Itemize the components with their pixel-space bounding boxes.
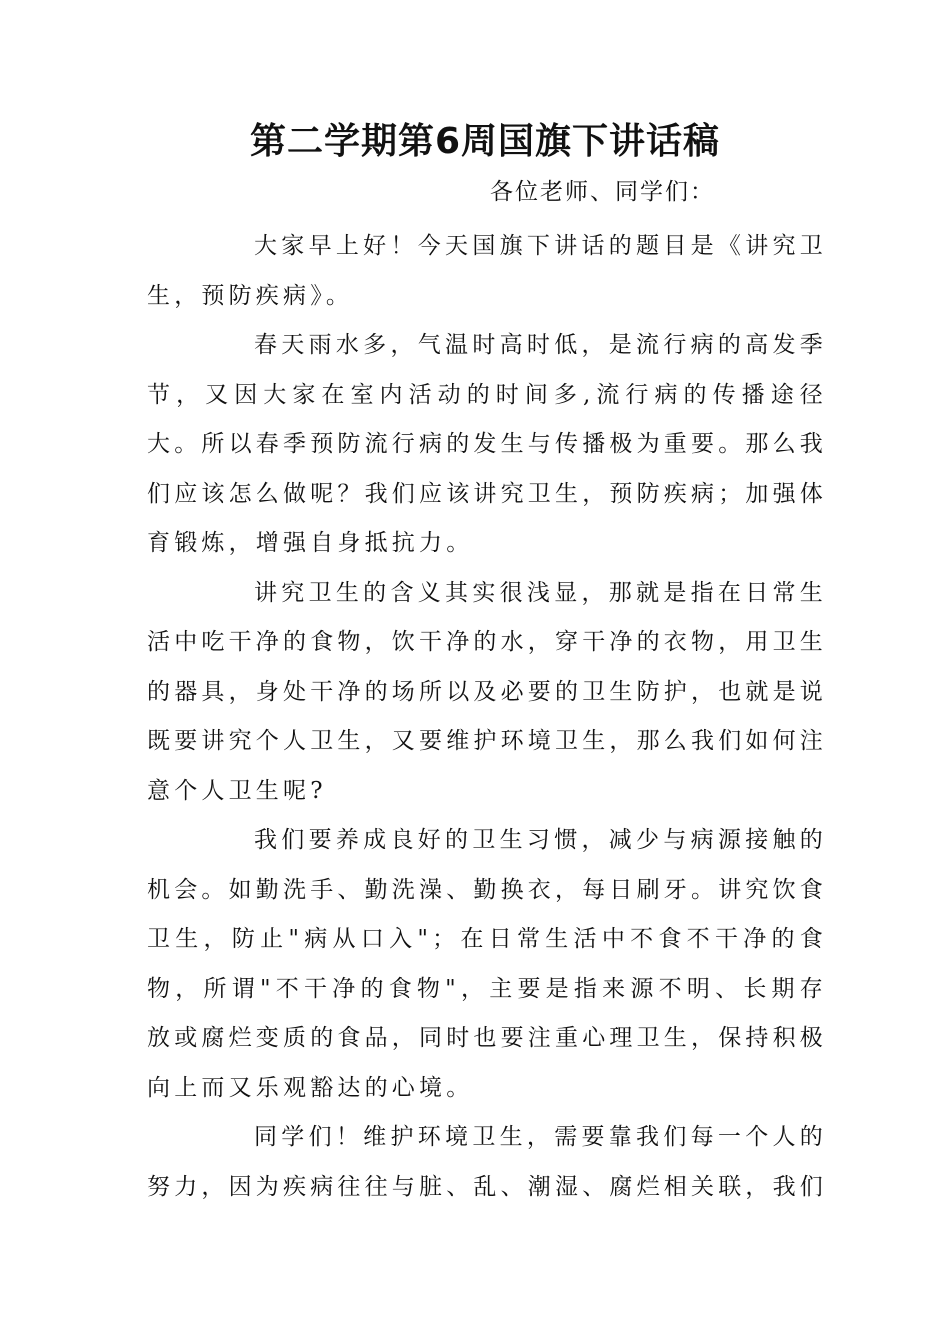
paragraph-environment-hygiene: 同学们！维护环境卫生，需要靠我们每一个人的努力，因为疾病往往与脏、乱、潮湿、腐烂相关联，我们: [147, 1124, 827, 1200]
paragraph-hygiene-meaning: 讲究卫生的含义其实很浅显，那就是指在日常生活中吃干净的食物，饮干净的水，穿干净的衣物，用卫生的器具，身处干净的场所以及必要的卫生防护，也就是说既要讲究个人卫生，又要维护环境卫生，那么我们如何注意个人卫生呢?: [147, 579, 827, 804]
document-body: [147, 222, 827, 1212]
paragraph-greeting: 大家早上好！今天国旗下讲话的题目是《讲究卫生，预防疾病》。: [147, 233, 827, 309]
paragraph-personal-hygiene: 我们要养成良好的卫生习惯，减少与病源接触的机会。如勤洗手、勤洗澡、勤换衣，每日刷牙。讲究饮食卫生，防止"病从口入"；在日常生活中不食不干净的食物，所谓"不干净的食物"，主要是指来源不明、长期存放或腐烂变质的食品，同时也要注重心理卫生，保持积极向上而又乐观豁达的心境。: [147, 827, 827, 1101]
page-title: 第二学期第6周国旗下讲话稿: [249, 121, 721, 162]
salutation: 各位老师、同学们：: [490, 179, 715, 205]
paragraph-spring-epidemics: 春天雨水多，气温时高时低，是流行病的高发季节，又因大家在室内活动的时间多,流行病的传播途径大。所以春季预防流行病的发生与传播极为重要。那么我们应该怎么做呢？我们应该讲究卫生，预防疾病；加强体育锻炼，增强自身抵抗力。: [147, 332, 827, 556]
